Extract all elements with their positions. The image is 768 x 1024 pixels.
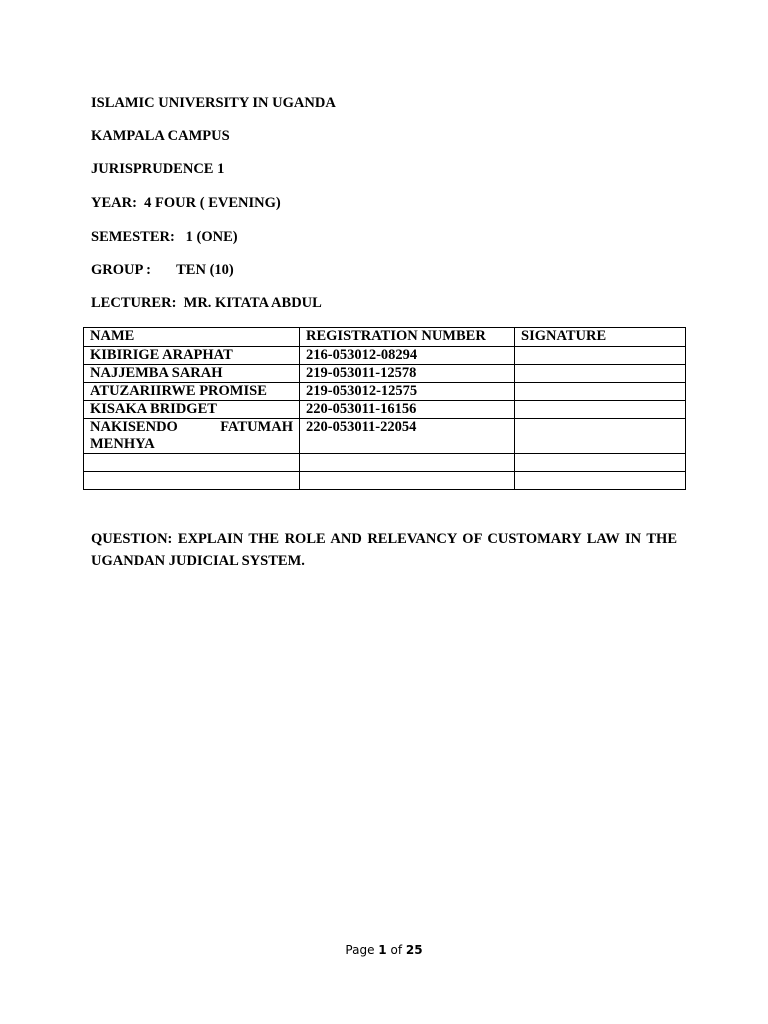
table-row: [84, 365, 686, 383]
registration-number-cell: 216-053012-08294: [300, 347, 515, 365]
table-row: [84, 383, 686, 401]
signature-cell: [515, 347, 686, 365]
column-header-registration: REGISTRATION NUMBER: [300, 328, 515, 347]
registration-number-cell: 219-053012-12575: [300, 383, 515, 401]
course-title: JURISPRUDENCE 1: [91, 161, 225, 177]
registration-number-cell: 220-053011-22054: [300, 419, 515, 454]
member-name-cell: [84, 472, 300, 490]
table-row: [84, 401, 686, 419]
group-line: GROUP : TEN (10): [91, 262, 234, 278]
page-word: Page: [345, 943, 375, 957]
column-header-name: NAME: [84, 328, 300, 347]
table-row: [84, 347, 686, 365]
member-name-cell: ATUZARIIRWE PROMISE: [84, 383, 300, 401]
semester-line: SEMESTER: 1 (ONE): [91, 229, 238, 245]
registration-number-cell: [300, 454, 515, 472]
member-name-cell: NAJJEMBA SARAH: [84, 365, 300, 383]
member-name-cell: KIBIRIGE ARAPHAT: [84, 347, 300, 365]
table-row: [84, 472, 686, 490]
signature-cell: [515, 401, 686, 419]
table-row: [84, 419, 686, 454]
current-page-number: 1: [378, 943, 387, 957]
signature-cell: [515, 472, 686, 490]
member-name-cell: [84, 454, 300, 472]
registration-number-cell: 220-053011-16156: [300, 401, 515, 419]
question-text: QUESTION: EXPLAIN THE ROLE AND RELEVANCY OF CUSTOMARY LAW IN THE UGANDAN JUDICIAL SYSTEM.: [91, 531, 677, 569]
page-footer: [0, 942, 768, 958]
registration-number-cell: [300, 472, 515, 490]
table-row: [84, 454, 686, 472]
member-name-cell: NAKISENDO FATUMAH MENHYA: [84, 419, 300, 454]
column-header-signature: SIGNATURE: [515, 328, 686, 347]
member-name-cell: KISAKA BRIDGET: [84, 401, 300, 419]
signature-cell: [515, 365, 686, 383]
total-page-count: 25: [405, 943, 423, 957]
members-table: [83, 327, 686, 490]
lecturer-line: LECTURER: MR. KITATA ABDUL: [91, 295, 322, 311]
signature-cell: [515, 454, 686, 472]
of-word: of: [390, 943, 403, 957]
university-name: ISLAMIC UNIVERSITY IN UGANDA: [91, 95, 336, 111]
signature-cell: [515, 383, 686, 401]
registration-number-cell: 219-053011-12578: [300, 365, 515, 383]
table-header-row: [84, 328, 686, 347]
campus-name: KAMPALA CAMPUS: [91, 128, 230, 144]
year-line: YEAR: 4 FOUR ( EVENING): [91, 195, 281, 211]
signature-cell: [515, 419, 686, 454]
